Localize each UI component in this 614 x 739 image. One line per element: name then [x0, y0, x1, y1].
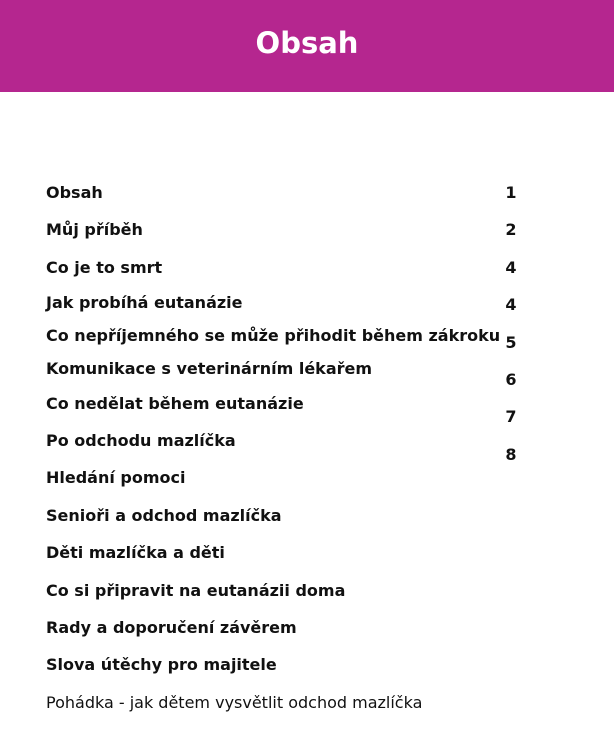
page-number: 4 [505, 258, 517, 277]
toc-entry: Jak probíhá eutanázie [46, 293, 243, 312]
toc-entry: Co si připravit na eutanázii doma [46, 581, 346, 600]
page-number: 1 [505, 183, 517, 202]
toc-entry: Co nepříjemného se může přihodit během zákroku [46, 326, 501, 345]
toc-entry: Děti mazlíčka a děti [46, 543, 225, 562]
page-number: 5 [505, 333, 517, 352]
page-number: 7 [505, 407, 517, 426]
toc-entry: Hledání pomoci [46, 468, 186, 487]
toc-entry: Po odchodu mazlíčka [46, 431, 236, 450]
toc-entry: Senioři a odchod mazlíčka [46, 506, 282, 525]
toc-entry: Pohádka - jak dětem vysvětlit odchod mazlíčka [46, 693, 423, 712]
toc-entry: Rady a doporučení závěrem [46, 618, 297, 637]
toc-entry: Obsah [46, 183, 103, 202]
toc-entry: Komunikace s veterinárním lékařem [46, 359, 373, 378]
page-number: 4 [505, 295, 517, 314]
title-banner [0, 0, 614, 92]
page-number: 8 [505, 445, 517, 464]
toc-entry: Slova útěchy pro majitele [46, 655, 277, 674]
page-title: Obsah [255, 26, 359, 60]
toc-entry: Můj příběh [46, 220, 143, 239]
toc-entry: Co je to smrt [46, 258, 163, 277]
toc-entry: Co nedělat během eutanázie [46, 394, 304, 413]
page-number: 6 [505, 370, 517, 389]
page-number: 2 [505, 220, 517, 239]
